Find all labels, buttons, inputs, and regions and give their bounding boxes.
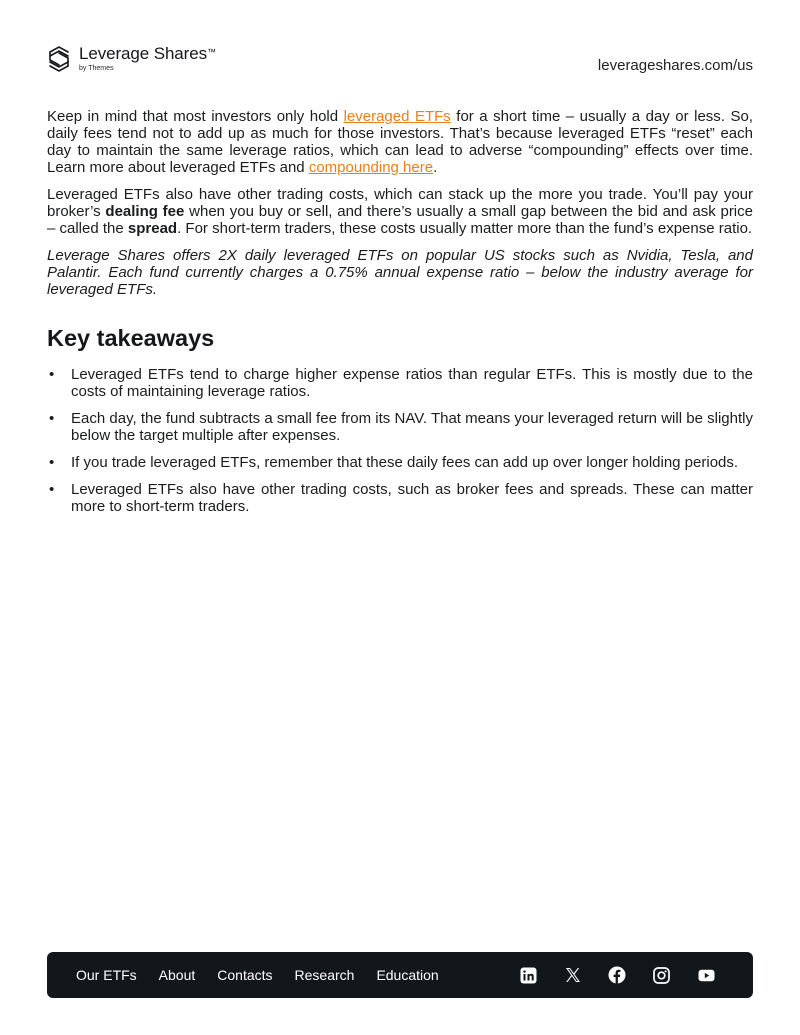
dealing-fee-term: dealing fee: [105, 203, 185, 220]
list-item: • Leveraged ETFs also have other trading costs, such as broker fees and spreads. These can matter more to short-term traders.: [47, 481, 753, 515]
footer-link-about[interactable]: About: [158, 967, 196, 983]
key-takeaways-list: [47, 366, 753, 515]
site-url[interactable]: leverageshares.com/us: [597, 57, 753, 74]
article-body: [47, 108, 753, 525]
brand-name: Leverage Shares™: [79, 44, 216, 63]
list-item: • Leveraged ETFs tend to charge higher expense ratios than regular ETFs. This is mostly due to the costs of maintaining leverage ratios.: [47, 366, 753, 400]
footer-nav: [76, 952, 461, 998]
paragraph-offer-note: Leverage Shares offers 2X daily leveraged ETFs on popular US stocks such as Nvidia, Tesla, and Palantir. Each fund currently charges a 0.75% annual expense ratio – below the industry average for leveraged ETFs.: [47, 247, 753, 298]
leveraged-etfs-link[interactable]: leveraged ETFs: [343, 108, 451, 125]
footer-link-research[interactable]: Research: [294, 967, 355, 983]
paragraph-trading-costs: [47, 186, 753, 237]
text-segment: for a short time – usually a day or less. So, daily fees tend not to add up as much for those investors. That’s because leveraged ETFs “reset” each day to maintain the same leverage ratios, which can lead to adverse “compounding” effects over time. Learn more about leveraged ETFs and: [47, 108, 753, 176]
spread-term: spread: [127, 220, 178, 237]
paragraph-fees-holding: [47, 108, 753, 176]
key-takeaways-heading: Key takeaways: [47, 325, 215, 351]
footer-link-our-etfs[interactable]: Our ETFs: [76, 967, 137, 983]
page-header: [47, 44, 753, 76]
trademark-symbol: ™: [206, 47, 216, 57]
text-segment: Keep in mind that most investors only hold: [47, 108, 344, 125]
text-segment: when you buy or sell, and there’s usually a small gap between the bid and ask price – called the: [47, 203, 753, 237]
x-icon[interactable]: [562, 964, 584, 986]
leverage-shares-logo-icon: [47, 46, 71, 72]
compounding-link[interactable]: compounding here: [308, 159, 434, 176]
brand-byline: by Themes: [79, 65, 114, 72]
brand-logo[interactable]: [47, 44, 216, 73]
text-segment: Leveraged ETFs also have other trading costs, which can stack up the more you trade. You’ll pay your broker’s: [47, 186, 753, 220]
footer-link-contacts[interactable]: Contacts: [217, 967, 273, 983]
list-item: • If you trade leveraged ETFs, remember that these daily fees can add up over longer holding periods.: [47, 454, 753, 471]
instagram-icon[interactable]: [651, 964, 673, 986]
social-links: [495, 964, 718, 986]
text-segment: . For short-term traders, these costs usually matter more than the fund’s expense ratio.: [177, 220, 753, 237]
facebook-icon[interactable]: [606, 964, 628, 986]
footer-link-education[interactable]: Education: [376, 967, 439, 983]
youtube-icon[interactable]: [695, 964, 717, 986]
text-segment: .: [433, 159, 438, 176]
linkedin-icon[interactable]: [517, 964, 539, 986]
page-footer: [47, 952, 753, 998]
list-item: • Each day, the fund subtracts a small fee from its NAV. That means your leveraged return will be slightly below the target multiple after expenses.: [47, 410, 753, 444]
